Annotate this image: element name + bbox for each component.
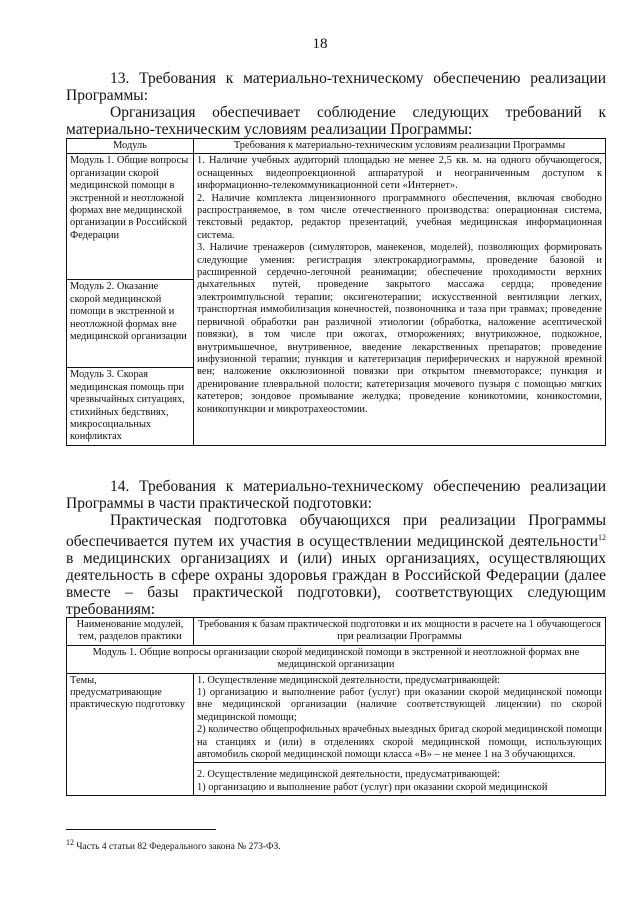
module-row	[67, 645, 606, 673]
material-requirements-table	[66, 138, 606, 446]
requirement-2: 2. Наличие комплекта лицензионного программного обеспечения, включая свободно распространяемое, в том числе отечественного производства: операционная система, текстовый редактор, редактор презентаций, учебная медицинская информационная система.	[197, 192, 602, 241]
table-header-row	[67, 618, 606, 646]
modules-cell	[67, 154, 194, 445]
module-2: Модуль 2. Оказание скорой медицинской помощи в экстренной и неотложной формах вне медицинской организации	[67, 280, 193, 368]
table-row	[67, 673, 606, 763]
section-13-heading: 13. Требования к материально-техническому обеспечению реализации Программы:	[66, 70, 606, 104]
header-base-requirements: Требования к базам практической подготовки и их мощности в расчете на 1 обучающегося при реализации Программы	[194, 618, 606, 646]
requirement-1: 1. Наличие учебных аудиторий площадью не менее 2,5 кв. м. на одного обучающегося, оснащенных видеопроекционной аппаратурой и неограниченным доступом к информационно-телекоммуникационной сети «Интернет».	[197, 155, 602, 192]
topics-cell: Темы, предусматривающие практическую подготовку	[67, 673, 194, 796]
footnote-divider	[66, 829, 216, 830]
page-number: 18	[312, 36, 328, 52]
module-1: Модуль 1. Общие вопросы организации скорой медицинской помощи в экстренной и неотложной формах вне медицинской организации в Российской Федерации	[67, 154, 193, 280]
footnote: $^{12}$ Часть 4 статьи 82 Федерального закона № 273-ФЗ.	[66, 838, 281, 853]
module-1-title: Модуль 1. Общие вопросы организации скорой медицинской помощи в экстренной и неотложной формах вне медицинской организации	[67, 645, 606, 673]
table-header-row	[67, 139, 606, 154]
base-requirements-block-1: 1. Осуществление медицинской деятельности, предусматривающей: 1) организацию и выполнение работ (услуг) при оказании скорой медицинской помощи вне медицинской организации (наличие соответствующей лицензии) по скорой медицинской помощи; 2) количество общепрофильных врачебных выездных бригад скорой медицинской помощи на станциях и (или) в отделениях скорой медицинской помощи, использующих автомобиль скорой медицинской помощи класса «В» – не менее 1 на 3 обучающихся.	[194, 673, 606, 763]
requirements-cell	[194, 154, 606, 445]
section-14-heading: 14. Требования к материально-техническому обеспечению реализации Программы в части практической подготовки:	[66, 478, 606, 512]
table-row	[67, 154, 606, 445]
section-13-intro: Организация обеспечивает соблюдение следующих требований к материально-техническим условиям реализации Программы:	[66, 104, 606, 138]
requirement-3: 3. Наличие тренажеров (симуляторов, манекенов, моделей), позволяющих формировать следующие умения: регистрация электрокардиограммы, проведение базовой и расширенной сердечно-легочной реанимации; обеспечение проходимости верхних дыхательных путей, проведение закрытого массажа сердца; проведение электроимпульсной терапии; оксигенотерапии; искусственной вентиляции легких, транспортная иммобилизация конечностей, позвоночника и таза при травмах; проведение первичной обработки ран различной этиологии (обработка, наложение асептической повязки), в том числе при ожогах, отморожениях; внутрикожное, подкожное, внутримышечное, внутривенное, введение лекарственных препаратов; проведение инфузионной терапии; пункция и катетеризация периферических и наружной яремной вен; наложение окклюзионной повязки при открытом пневмотораксе; пункция и дренирование плевральной полости; катетеризация мочевого пузыря с помощью мягких катетеров; зондовое промывание желудка; проведение коникотомии, коникостомии, коникопункции и микротрахеостомии.	[197, 242, 602, 415]
header-modules: Наименование модулей, тем, разделов практики	[67, 618, 194, 646]
header-requirements: Требования к материально-техническим условиям реализации Программы	[194, 139, 606, 154]
module-3: Модуль 3. Скорая медицинская помощь при чрезвычайных ситуациях, стихийных бедствиях, микросоциальных конфликтах	[70, 369, 185, 443]
header-module: Модуль	[67, 139, 194, 154]
footnote-ref: 12	[598, 533, 606, 542]
section-14-intro: Практическая подготовка обучающихся при реализации Программы обеспечивается путем их участия в осуществлении медицинской деятельности$^{12}$ в медицинских организациях и (или) иных организациях, осуществляющих деятельность в сфере охраны здоровья граждан в Российской Федерации (далее вместе – базы практической подготовки), соответствующих следующим требованиям:	[66, 512, 606, 619]
practical-training-table	[66, 617, 606, 796]
base-requirements-block-2: 2. Осуществление медицинской деятельности, предусматривающей: 1) организацию и выполнение работ (услуг) при оказании скорой медицинской	[194, 763, 606, 796]
